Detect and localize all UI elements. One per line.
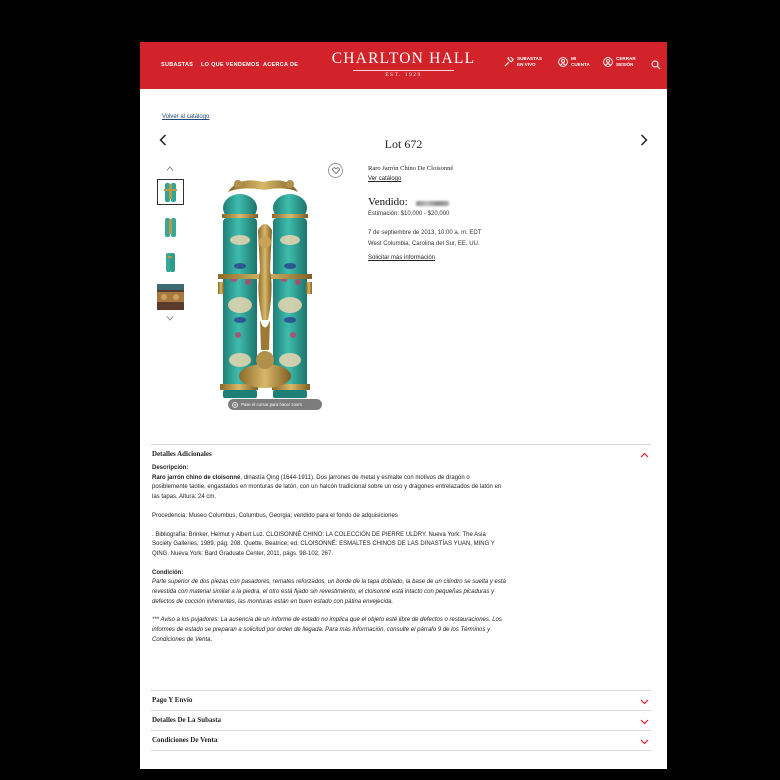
back-to-catalog-link[interactable]: Volver al catálogo (162, 114, 210, 120)
chevron-down-icon[interactable] (640, 739, 649, 745)
thumbnail-1[interactable] (157, 179, 184, 205)
page (140, 42, 667, 769)
thumbnail-4[interactable] (157, 284, 184, 310)
next-lot-arrow-icon[interactable] (640, 134, 648, 146)
description-label: Descripción: (152, 465, 189, 471)
user-icon (558, 57, 568, 67)
details-content (152, 464, 507, 655)
sold-price-hidden (416, 201, 449, 206)
request-info-link[interactable]: Solicitar más información (368, 255, 436, 261)
search-icon[interactable] (651, 60, 661, 70)
sold-label: Vendido: (368, 196, 408, 208)
bidder-notice: *** Aviso a los pujadores: La ausencia de un informe de estado no implica que el objeto esté libre de defectos o restauraciones. Los informes de estado se preparan a solicitud por orden de llegada. Para más información, consulte el párrafo 9 de los Términos y Condiciones de Venta. (152, 617, 502, 643)
divider (151, 730, 651, 731)
auction-date: 7 de septiembre de 2013, 10:00 a. m. EDT (368, 230, 482, 236)
condition-label: Condición: (152, 569, 184, 576)
site-header (140, 42, 667, 89)
favorite-button[interactable] (328, 163, 343, 178)
bibliography-text: . Bibliografía: Brinker, Helmut y Albert Luz. CLOISONNÉ CHINO: LA COLECCIÓN DE PIERRE ULDRY. Nueva York: The Asia Society Galleries, 1989, pág. 208. Quette, Beatrice, ed. CLOISONNÉ: ESMALTES CHINOS DE LAS DINASTÍAS YUAN, MING Y QING. Nueva York: Bard Graduate Center, 2011, págs. 98-102, 267. (152, 531, 495, 557)
zoom-in-icon (232, 402, 238, 408)
vase-thumbnail-image (157, 214, 184, 240)
zoom-hint-text: Pase el cursor para hacer zoom (241, 402, 302, 407)
main-vase-image[interactable] (198, 170, 331, 412)
chevron-down-icon[interactable] (640, 719, 649, 725)
vase-detail-thumbnail-image (157, 284, 184, 310)
section-auction-details[interactable]: Detalles De La Subasta (152, 716, 222, 724)
provenance-text: Procedencia: Museo Columbus, Columbus, Georgia; vendido para el fondo de adquisiciones (152, 512, 398, 519)
nav-acerca-de[interactable]: ACERCA DE (263, 62, 299, 68)
thumbnail-2[interactable] (157, 214, 184, 240)
condition-text: Parte superior de dos piezas con pasadores, remates reforzados, un borde de la tapa doblado, la base de un cilindro se suelta y está revestida con material similar a la piedra, el otro está fijado sin revestimiento, el cloisonné está intacto con pequeñas picaduras y defectos de cocción inherentes, las monturas están en buen estado con pátina envejecida. (152, 579, 506, 605)
my-account-link[interactable] (558, 56, 589, 67)
zoom-hint (228, 399, 322, 410)
vase-thumbnail-image (157, 249, 184, 275)
logout-label: CERRAR SESIÓN (616, 56, 636, 67)
description-text: , dinastía Qing (1644-1911). Dos jarrones de metal y esmalte con motivos de dragón o posiblemente taotie, engastados en monturas de latón, con un halcón tradicional sobre un oso y dragones entrelazados de latón en las tapas. Altura: 24 cm. (152, 474, 502, 501)
live-auctions-label: SUBASTAS EN VIVO (517, 56, 542, 67)
divider (151, 444, 651, 445)
logo-text: CHARLTON HALL (331, 50, 476, 67)
description-bold: Raro jarrón chino de cloisonné (152, 474, 241, 481)
section-payment-shipping[interactable]: Pago Y Envío (152, 696, 193, 704)
logo-est: EST. 1929 (385, 72, 422, 78)
user-icon (603, 57, 613, 67)
estimate-text: Estimación: $10,000 - $20,000 (368, 211, 450, 217)
divider (151, 690, 651, 691)
auction-location: West Columbia, Carolina del Sur, EE. UU. (368, 241, 480, 247)
thumbnails-down-chevron-icon[interactable] (166, 316, 174, 321)
heart-icon (332, 167, 340, 174)
logout-link[interactable] (603, 56, 640, 67)
thumbnail-3[interactable] (157, 249, 184, 275)
chevron-down-icon[interactable] (640, 699, 649, 705)
nav-lo-que-vendemos[interactable]: LO QUE VENDEMOS (201, 62, 260, 68)
section-terms-of-sale[interactable]: Condiciones De Venta (152, 736, 218, 744)
view-catalog-link[interactable]: Ver catálogo (368, 176, 402, 182)
lot-title: Lot 672 (384, 137, 423, 151)
item-title: Raro Jarrón Chino De Cloisonné (368, 165, 454, 172)
logo-divider (353, 70, 454, 71)
details-section-title[interactable]: Detalles Adicionales (152, 450, 212, 458)
nav-subastas[interactable]: SUBASTAS (161, 62, 194, 68)
chevron-up-icon[interactable] (640, 452, 649, 458)
gavel-icon (504, 57, 514, 67)
vase-thumbnail-image (158, 180, 183, 204)
live-auctions-link[interactable] (504, 56, 549, 67)
site-logo[interactable] (331, 50, 476, 78)
divider (151, 710, 651, 711)
thumbnails-up-chevron-icon[interactable] (166, 166, 174, 171)
divider (151, 750, 651, 751)
my-account-label: MI CUENTA (571, 56, 590, 67)
